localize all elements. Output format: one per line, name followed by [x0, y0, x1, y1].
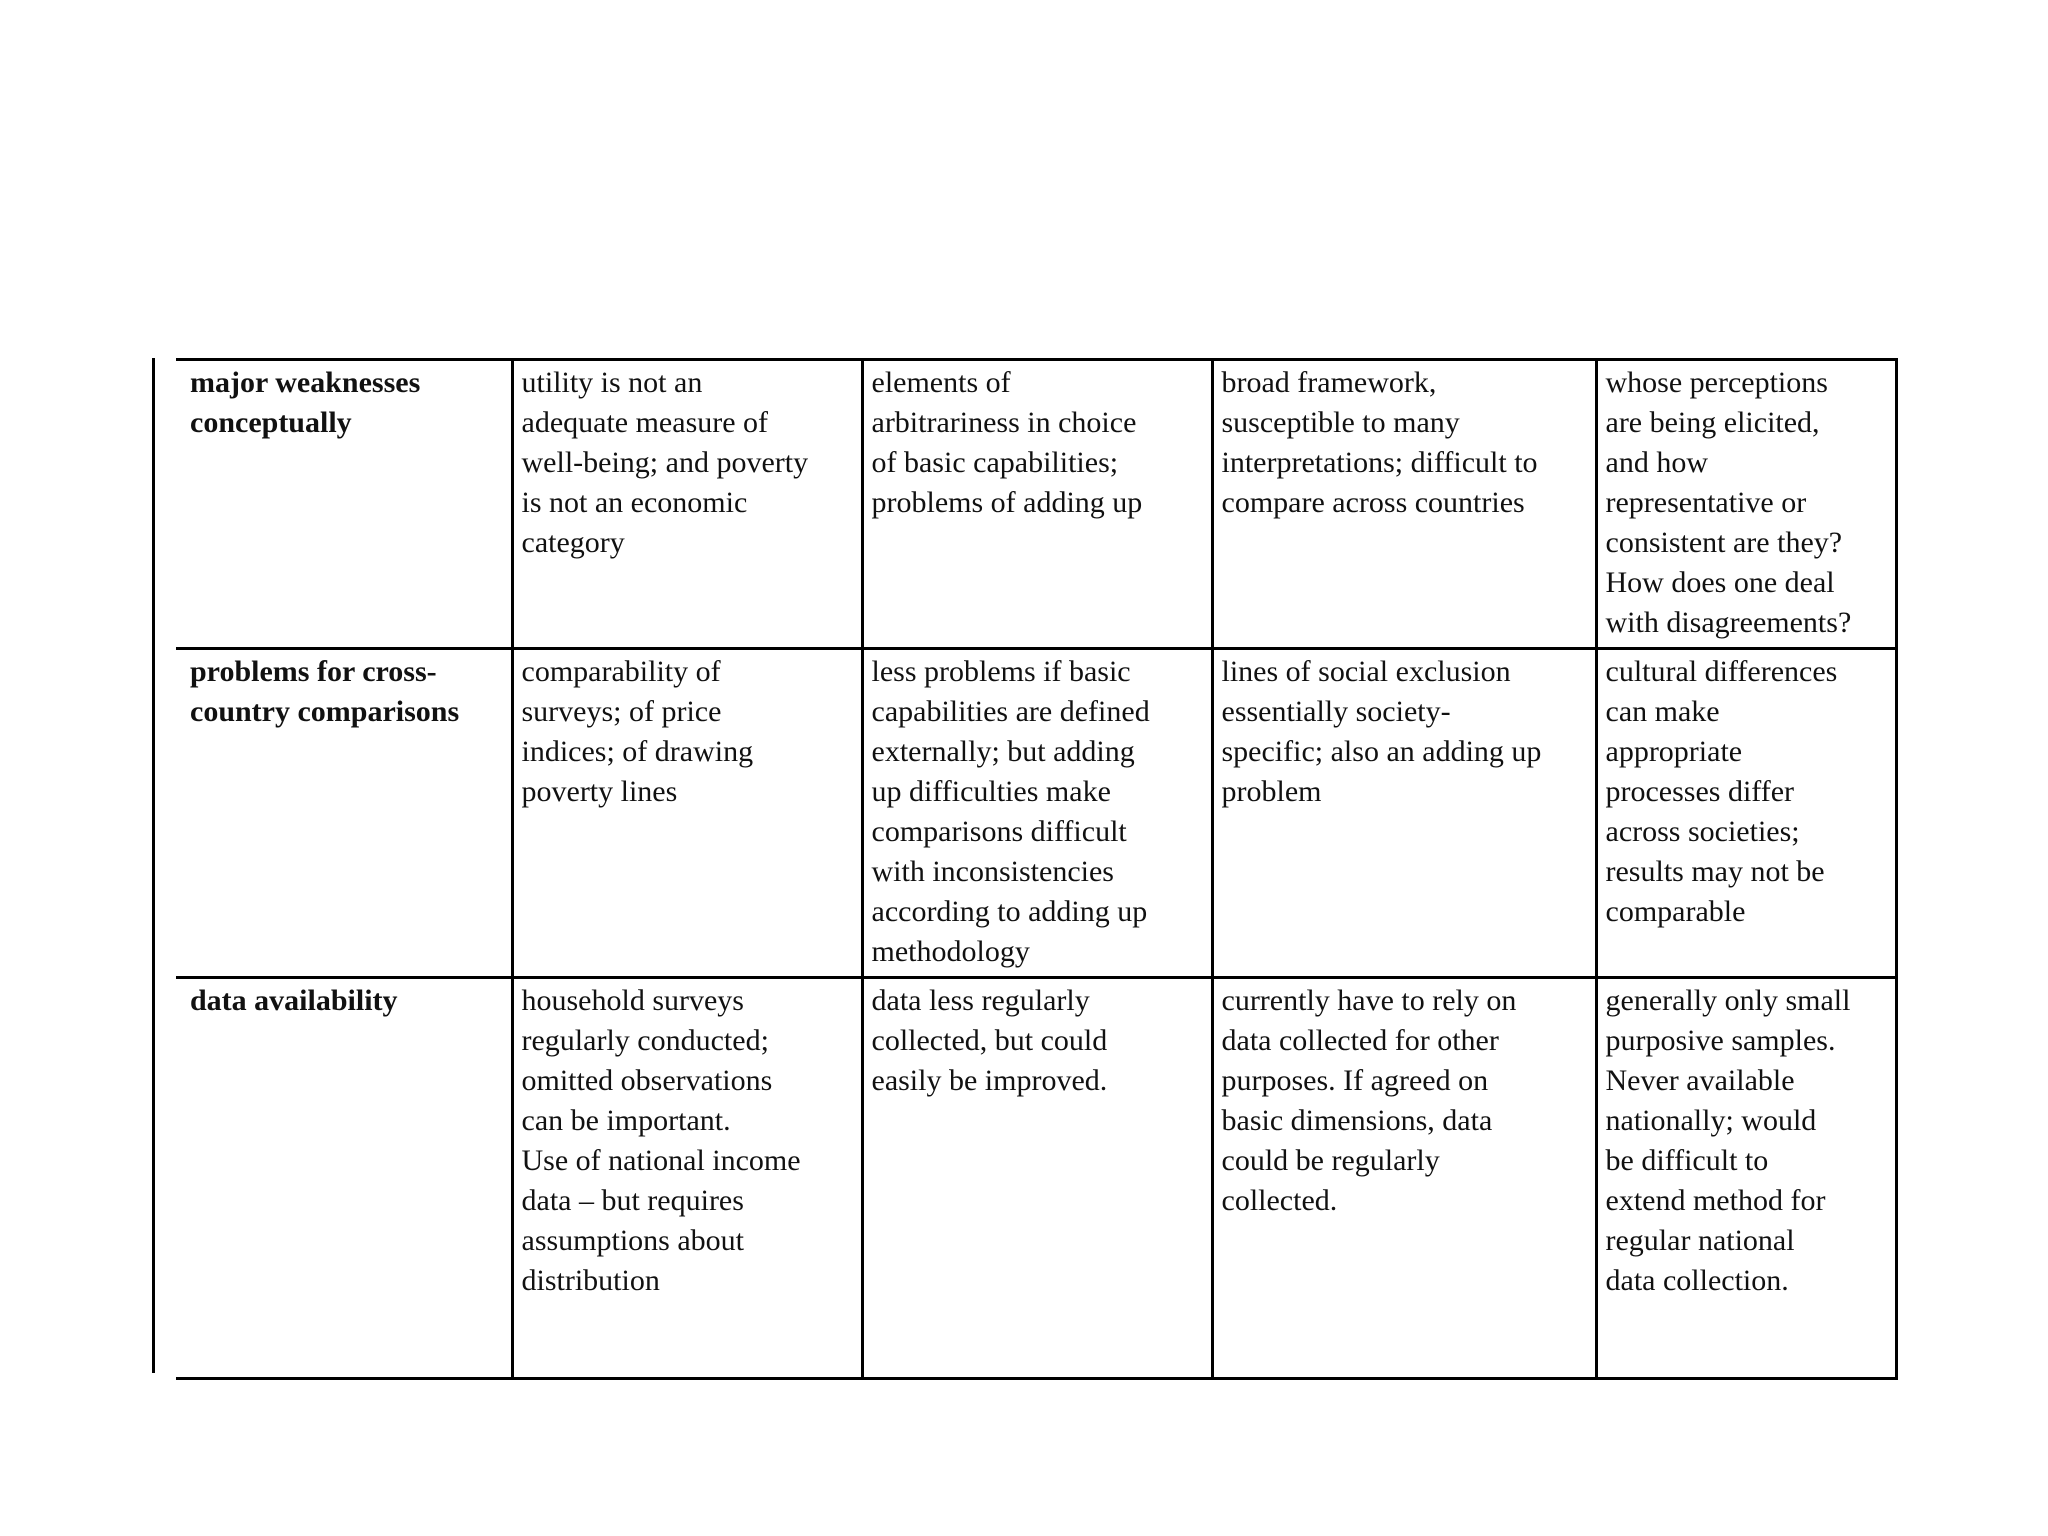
row-header: major weaknesses conceptually	[176, 360, 512, 649]
table-row	[176, 978, 1896, 1379]
table-cell: elements of arbitrariness in choice of basic capabilities; problems of adding up	[862, 360, 1212, 649]
table-cell: utility is not an adequate measure of well-being; and poverty is not an economic category	[512, 360, 862, 649]
table-cell: cultural differences can make appropriate processes differ across societies; results may not be comparable	[1596, 649, 1896, 978]
table-cell: lines of social exclusion essentially society- specific; also an adding up problem	[1212, 649, 1596, 978]
table-cell: currently have to rely on data collected for other purposes. If agreed on basic dimensions, data could be regularly collected.	[1212, 978, 1596, 1379]
table-cell: household surveys regularly conducted; omitted observations can be important. Use of national income data – but requires assumptions about distribution	[512, 978, 862, 1379]
left-margin-rule	[152, 358, 155, 1373]
table-cell: data less regularly collected, but could easily be improved.	[862, 978, 1212, 1379]
row-header: data availability	[176, 978, 512, 1379]
row-header: problems for cross- country comparisons	[176, 649, 512, 978]
table-cell: comparability of surveys; of price indices; of drawing poverty lines	[512, 649, 862, 978]
table-cell: broad framework, susceptible to many interpretations; difficult to compare across countries	[1212, 360, 1596, 649]
table-cell: whose perceptions are being elicited, and how representative or consistent are they? How does one deal with disagreements?	[1596, 360, 1896, 649]
table-cell: less problems if basic capabilities are defined externally; but adding up difficulties make comparisons difficult with inconsistencies according to adding up methodology	[862, 649, 1212, 978]
table-cell: generally only small purposive samples. Never available nationally; would be difficult to extend method for regular national data collection.	[1596, 978, 1896, 1379]
table-row	[176, 360, 1896, 649]
table-row	[176, 649, 1896, 978]
comparison-table	[176, 358, 1898, 1380]
